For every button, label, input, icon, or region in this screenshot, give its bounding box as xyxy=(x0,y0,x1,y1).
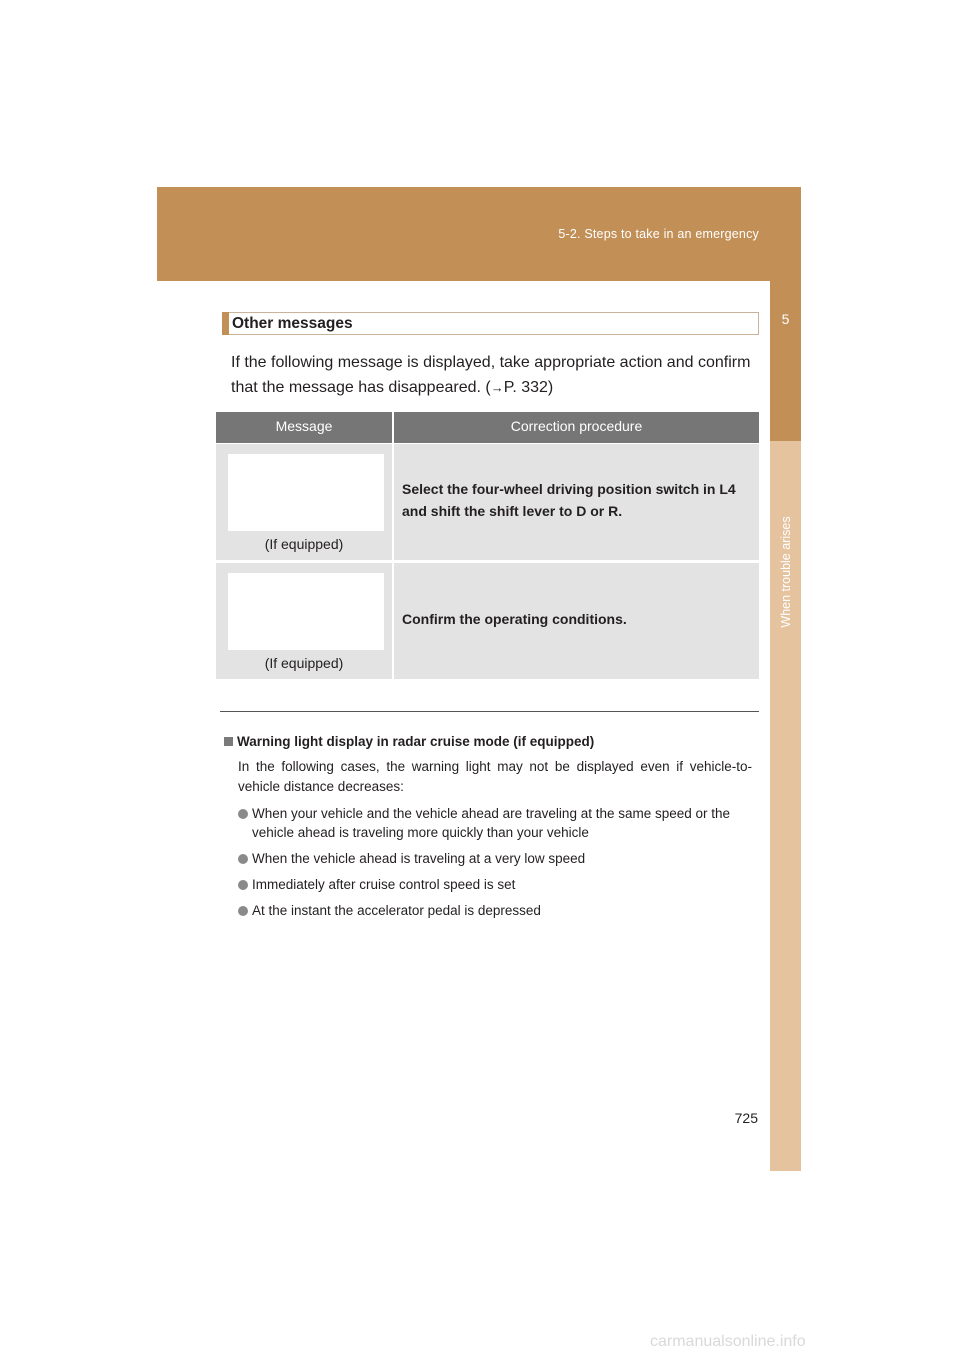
table-row xyxy=(216,563,759,679)
arrow-icon: → xyxy=(490,380,504,395)
table-row xyxy=(216,444,759,560)
note-heading-text: Warning light display in radar cruise mode (if equipped) xyxy=(237,734,595,749)
message-display-image xyxy=(228,573,384,650)
section-heading-text: Other messages xyxy=(232,315,353,332)
list-item xyxy=(238,901,758,920)
list-item xyxy=(238,804,758,842)
cell-divider xyxy=(392,444,394,560)
chapter-label xyxy=(778,472,794,672)
header-band xyxy=(157,187,801,281)
table-header-correction: Correction procedure xyxy=(394,412,759,443)
bullet-list xyxy=(238,804,758,927)
bullet-dot-icon xyxy=(238,854,248,864)
if-equipped-note: (If equipped) xyxy=(264,536,344,552)
list-item-text: Immediately after cruise control speed is set xyxy=(252,877,516,892)
list-item xyxy=(238,875,758,894)
page-reference-link[interactable]: P. 332) xyxy=(503,379,554,396)
chapter-number: 5 xyxy=(781,311,790,327)
intro-text: If the following message is displayed, take appropriate action and confirm that the message has disappeared. ( xyxy=(231,354,751,396)
watermark: carmanualsonline.info xyxy=(650,1333,806,1350)
bullet-dot-icon xyxy=(238,809,248,819)
cell-divider xyxy=(392,563,394,679)
square-bullet-icon xyxy=(224,737,233,746)
note-heading xyxy=(224,734,594,749)
bullet-dot-icon xyxy=(238,906,248,916)
bullet-dot-icon xyxy=(238,880,248,890)
section-heading xyxy=(222,312,759,335)
list-item xyxy=(238,849,758,868)
if-equipped-note: (If equipped) xyxy=(264,655,344,671)
section-title: 5-2. Steps to take in an emergency xyxy=(558,227,759,241)
chapter-side-tab xyxy=(770,281,801,1171)
correction-procedure: Confirm the operating conditions. xyxy=(402,611,627,627)
chapter-label-text: When trouble arises xyxy=(779,516,793,628)
chapter-tab-active xyxy=(770,281,801,441)
page-number: 725 xyxy=(734,1110,758,1126)
correction-procedure: Select the four-wheel driving position switch in L4 and shift the shift lever to D or R. xyxy=(402,481,736,519)
list-item-text: At the instant the accelerator pedal is depressed xyxy=(252,903,541,918)
heading-accent-bar xyxy=(222,312,229,335)
section-divider xyxy=(220,711,759,712)
list-item-text: When the vehicle ahead is traveling at a very low speed xyxy=(252,851,586,866)
intro-paragraph xyxy=(231,350,761,400)
note-body: In the following cases, the warning light may not be displayed even if vehicle-to-vehicle distance decreases: xyxy=(238,759,752,794)
list-item-text: When your vehicle and the vehicle ahead are traveling at the same speed or the vehicle ahead is traveling more quickly than your vehicle xyxy=(252,806,731,840)
table-header-message: Message xyxy=(216,412,392,443)
message-display-image xyxy=(228,454,384,531)
